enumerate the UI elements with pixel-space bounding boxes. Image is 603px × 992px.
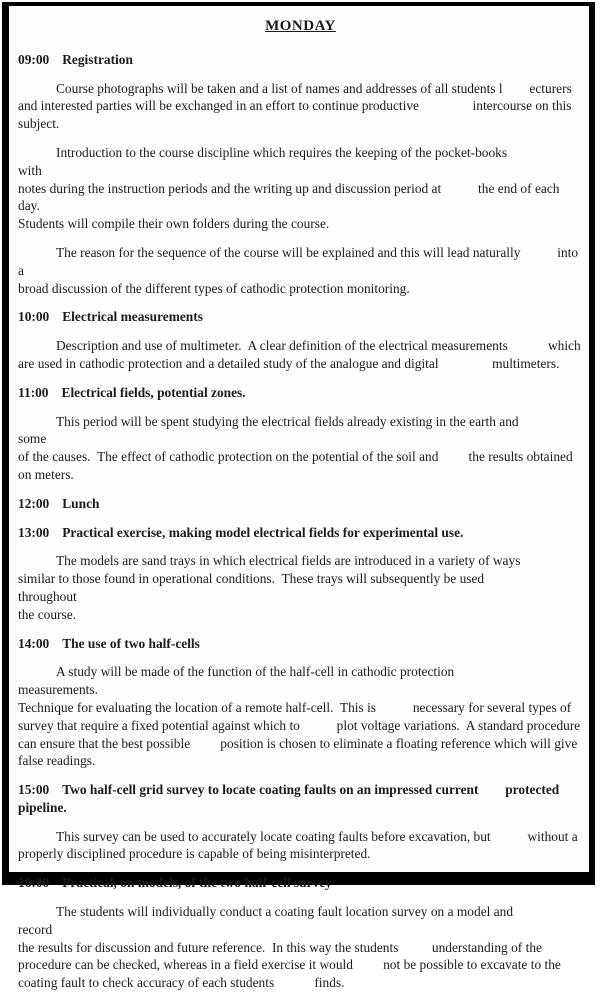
time-label: 14:00 [18,635,50,651]
time-label: 15:00 [18,782,50,798]
section-title: Registration [62,51,133,67]
section-title: Practical exercise, making model electrical fields for experimental use. [62,524,464,540]
document-title: MONDAY [265,18,336,34]
section-title: Electrical fields, potential zones. [61,384,246,400]
time-label: 13:00 [18,524,50,540]
paragraph: This survey can be used to accurately locate coating faults before excavation, but without a properly disciplined procedure is capable of being misinterpreted. [18,828,578,862]
schedule-heading-1100 [18,384,583,402]
document-page [2,2,595,991]
time-label: 10:00 [18,309,50,325]
schedule-heading-1600 [18,874,583,892]
time-label: 09:00 [18,51,50,67]
schedule-heading-1400 [18,635,583,653]
schedule-heading-1300 [18,524,583,542]
time-label: 12:00 [18,495,50,511]
paragraph: The models are sand trays in which electrical fields are introduced in a variety of ways similar to those found in operational conditions. These trays will subsequently be used throughout the course. [18,553,521,622]
section-title: Practical, on models, of the two half-cell survey [62,875,332,891]
time-label: 11:00 [18,384,49,400]
schedule-heading-1500 [18,781,583,817]
section-title: Electrical measurements [62,309,203,325]
schedule-heading-1000 [18,308,583,326]
schedule-heading-1200 [18,495,583,513]
time-label: 16:00 [18,875,50,891]
paragraph: This period will be spent studying the electrical fields already existing in the earth and some of the causes. The effect of cathodic protection on the potential of the soil and the results obtained on meters. [18,413,573,482]
paragraph: Course photographs will be taken and a list of names and addresses of all students l ecturers and interested parties will be exchanged in an effort to continue productive intercourse on this subject. [18,80,572,132]
paragraph: A study will be made of the function of the half-cell in cathodic protection measurements. Technique for evaluating the location of a remote half-cell. This is necessary for several types of survey that require a fixed potential against which to plot voltage variations. A standard procedure can ensure that the best possible position is chosen to eliminate a floating reference which will give false readings. [18,664,581,769]
schedule-heading-0900 [18,51,583,69]
paragraph: The students will individually conduct a coating fault location survey on a model and record the results for discussion and future reference. In this way the students understanding of the procedure can be checked, whereas in a field exercise it would not be possible to excavate to the coating fault to check accuracy of each students finds. [18,904,561,991]
paragraph: The reason for the sequence of the course will be explained and this will lead naturally into a broad discussion of the different types of cathodic protection monitoring. [18,244,579,296]
section-title: Two half-cell grid survey to locate coating faults on an impressed current protected pipeline. [18,782,560,815]
paragraph: Introduction to the course discipline which requires the keeping of the pocket-books with notes during the instruction periods and the writing up and discussion period at the end of each day. Students will compile their own folders during the course. [18,144,560,232]
paragraph: Description and use of multimeter. A clear definition of the electrical measurements which are used in cathodic protection and a detailed study of the analogue and digital multimeters. [18,338,581,371]
section-title: Lunch [62,495,100,511]
section-title: The use of two half-cells [62,635,200,651]
